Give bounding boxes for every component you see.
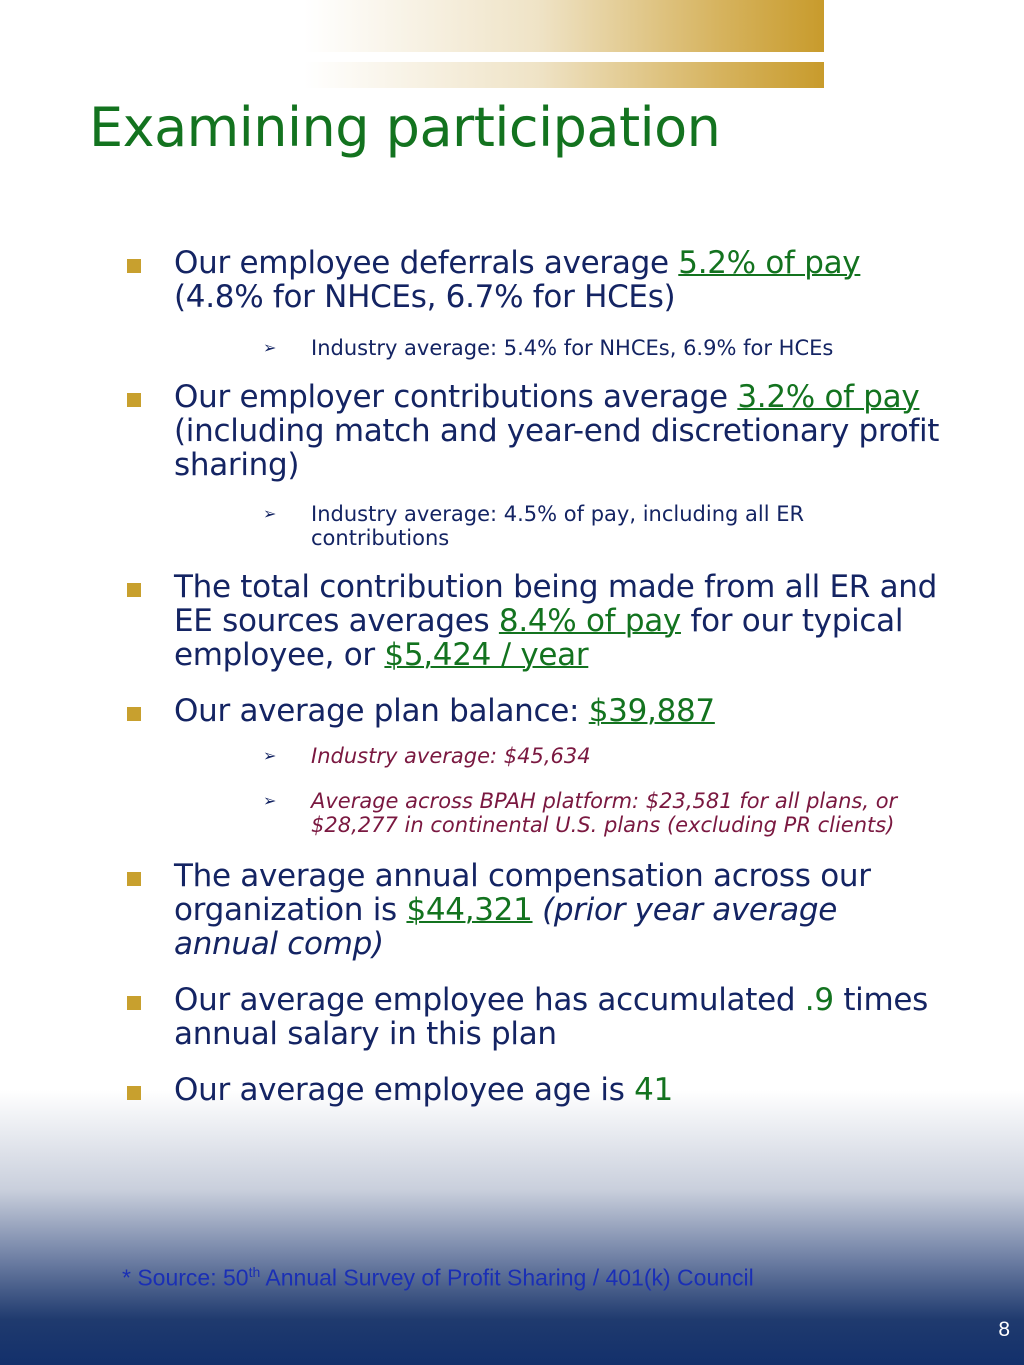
arrow-bullet-icon: ➢	[263, 338, 277, 357]
highlight-value: 8.4% of pay	[498, 603, 681, 639]
sub-bullet-bpah-balance	[127, 789, 947, 837]
highlight-value: .9	[804, 982, 834, 1018]
bullet-text: The total contribution being made from all ER and EE sources averages	[174, 569, 937, 639]
highlight-value: 5.2% of pay	[678, 245, 861, 281]
bullet-text: (4.8% for NHCEs, 6.7% for HCEs)	[174, 279, 676, 315]
square-bullet-icon	[127, 1086, 141, 1100]
highlight-value: 3.2% of pay	[737, 379, 920, 415]
page-number: 8	[998, 1318, 1010, 1341]
highlight-value: $39,887	[588, 693, 715, 729]
bullet-text: Our average employee age is	[174, 1072, 635, 1108]
square-bullet-icon	[127, 393, 141, 407]
arrow-bullet-icon: ➢	[263, 504, 277, 523]
footnote-suffix: Annual Survey of Profit Sharing / 401(k) Council	[260, 1264, 754, 1291]
bullet-accumulated-salary	[127, 983, 947, 1051]
decorative-gold-bar-top	[304, 0, 824, 52]
bullet-text: Our average employee has accumulated	[174, 982, 805, 1018]
bullet-text: Our average plan balance:	[174, 693, 589, 729]
arrow-bullet-icon: ➢	[263, 746, 277, 765]
square-bullet-icon	[127, 996, 141, 1010]
square-bullet-icon	[127, 872, 141, 886]
bullet-text: Our employer contributions average	[174, 379, 738, 415]
bullet-total-contribution	[127, 570, 947, 672]
bullet-plan-balance	[127, 694, 947, 728]
bullet-employer-contributions	[127, 380, 947, 482]
square-bullet-icon	[127, 707, 141, 721]
source-footnote	[122, 1264, 754, 1292]
bullet-employee-age	[127, 1073, 947, 1107]
bullet-text: The average annual compensation across our organization is	[174, 858, 871, 928]
sub-bullet-text: Industry average: $45,634	[311, 744, 591, 768]
bullet-list	[127, 246, 947, 1107]
bullet-employee-deferrals	[127, 246, 947, 314]
sub-bullet-text: Average across BPAH platform: $23,581 for all plans, or $28,277 in continental U.S. plans (excluding PR clients)	[311, 789, 898, 837]
slide-title: Examining participation	[89, 96, 721, 159]
arrow-bullet-icon: ➢	[263, 791, 277, 810]
sub-bullet-industry-deferrals	[127, 336, 947, 360]
highlight-value: $44,321	[406, 892, 533, 928]
footnote-prefix: * Source: 50	[122, 1264, 249, 1291]
footnote-superscript: th	[248, 1264, 261, 1280]
sub-bullet-industry-employer	[127, 502, 947, 550]
highlight-value: $5,424 / year	[384, 637, 589, 673]
sub-bullet-text: Industry average: 4.5% of pay, including all ER contributions	[311, 502, 805, 550]
bullet-annual-compensation	[127, 859, 947, 961]
sub-bullet-industry-balance	[127, 744, 947, 768]
square-bullet-icon	[127, 259, 141, 273]
bullet-text: for our typical employee, or	[174, 603, 904, 673]
bullet-text: times annual salary in this plan	[174, 982, 929, 1052]
bullet-text: (including match and year-end discretionary profit sharing)	[174, 413, 940, 483]
bullet-italic-note: (prior year average annual comp)	[174, 892, 838, 962]
decorative-gold-bar-lower	[304, 62, 824, 88]
sub-bullet-text: Industry average: 5.4% for NHCEs, 6.9% for HCEs	[311, 336, 834, 360]
bullet-text: Our employee deferrals average	[174, 245, 679, 281]
highlight-value: 41	[634, 1072, 673, 1108]
square-bullet-icon	[127, 583, 141, 597]
